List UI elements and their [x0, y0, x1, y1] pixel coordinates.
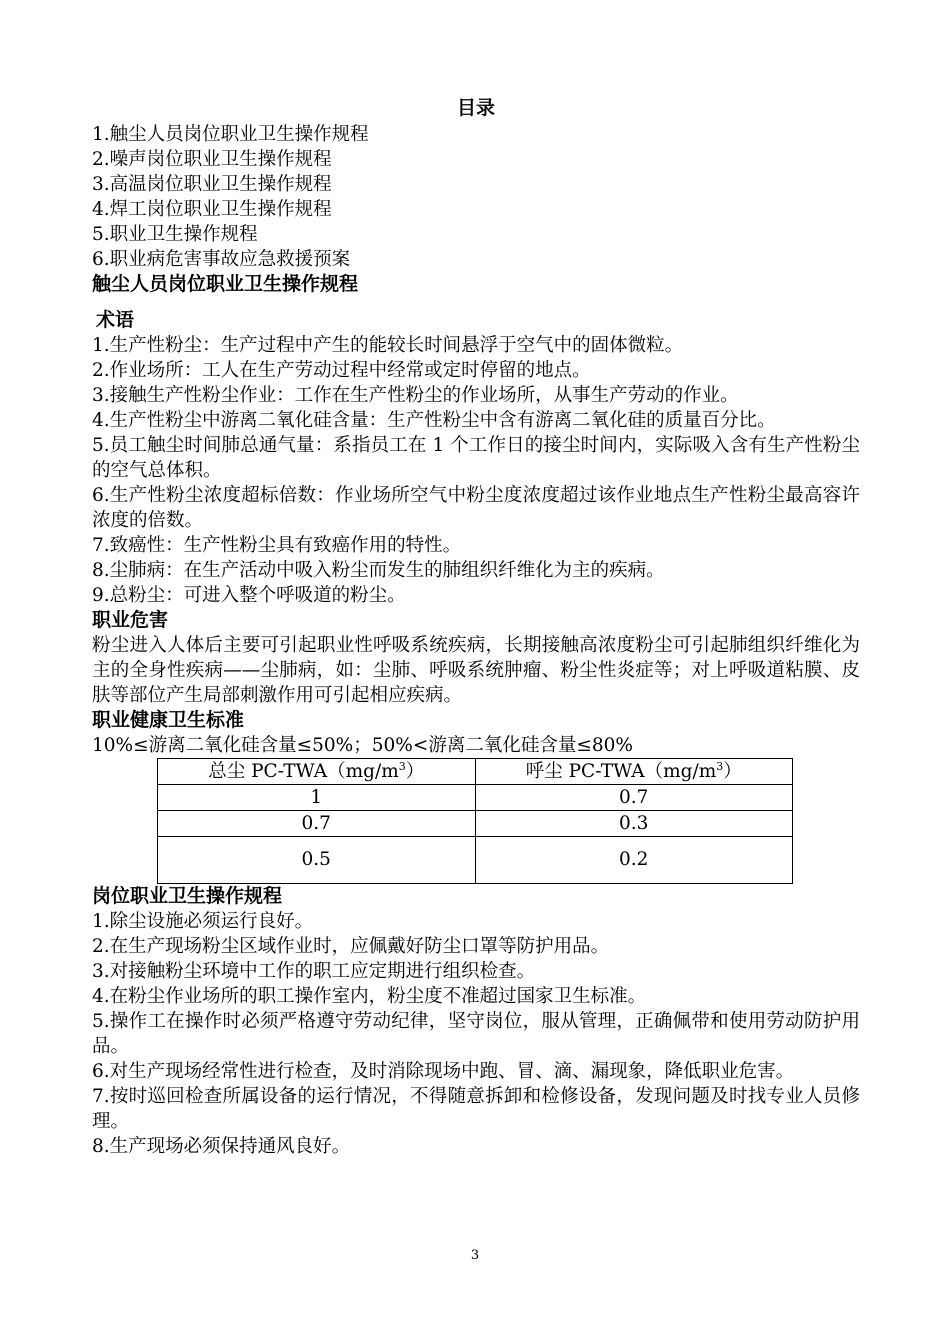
terms-list	[92, 333, 860, 608]
table-header-cell: 总尘 $PC-TWA(mg/m^3)$	[158, 759, 476, 785]
rule-item: 7.按时巡回检查所属设备的运行情况，不得随意拆卸和检修设备，发现问题及时找专业人员修理。	[92, 1086, 860, 1132]
term-item: 3.接触生产性粉尘作业：工作在生产性粉尘的作业场所，从事生产劳动的作业。	[92, 385, 739, 406]
table-cell: 0.7	[158, 811, 476, 837]
term-item: 9.总粉尘：可进入整个呼吸道的粉尘。	[92, 585, 406, 606]
toc-item: 6.职业病危害事故应急救援预案	[92, 249, 351, 270]
toc-item: 3.高温岗位职业卫生操作规程	[92, 174, 332, 195]
rule-item: 4.在粉尘作业场所的职工操作室内，粉尘度不准超过国家卫生标准。	[92, 986, 647, 1007]
rule-item: 3.对接触粉尘环境中工作的职工应定期进行组织检查。	[92, 961, 536, 982]
toc-item: 2.噪声岗位职业卫生操作规程	[92, 149, 332, 170]
table-row	[158, 811, 793, 837]
rule-item: 6.对生产现场经常性进行检查，及时消除现场中跑、冒、滴、漏现象，降低职业危害。	[92, 1061, 795, 1082]
hazard-heading: 职业危害	[92, 609, 169, 631]
rule-item: 1.除尘设施必须运行良好。	[92, 911, 314, 932]
rules-heading: 岗位职业卫生操作规程	[92, 885, 283, 907]
term-item: 8.尘肺病：在生产活动中吸入粉尘而发生的肺组织纤维化为主的疾病。	[92, 560, 665, 581]
toc-item: 1.触尘人员岗位职业卫生操作规程	[92, 124, 369, 145]
standard-heading: 职业健康卫生标准	[92, 709, 245, 731]
table-cell: 0.7	[475, 785, 793, 811]
term-item: 1.生产性粉尘：生产过程中产生的能较长时间悬浮于空气中的固体微粒。	[92, 335, 684, 356]
standard-note: 10%≤游离二氧化硅含量≤50%；50%<游离二氧化硅含量≤80%	[92, 735, 633, 756]
table-cell: 0.5	[158, 837, 476, 884]
table-header-cell: 呼尘 $PC-TWA(mg/m^3)$	[475, 759, 793, 785]
table-cell: 0.3	[475, 811, 793, 837]
term-item: 4.生产性粉尘中游离二氧化硅含量：生产性粉尘中含有游离二氧化硅的质量百分比。	[92, 410, 776, 431]
rule-item: 8.生产现场必须保持通风良好。	[92, 1136, 351, 1157]
table-row	[158, 837, 793, 884]
rule-item: 2.在生产现场粉尘区域作业时，应佩戴好防尘口罩等防护用品。	[92, 936, 610, 957]
rule-item: 5.操作工在操作时必须严格遵守劳动纪律，坚守岗位，服从管理，正确佩带和使用劳动防护用品。	[92, 1011, 860, 1057]
table-cell: 0.2	[475, 837, 793, 884]
toc-title: 目录	[456, 97, 495, 119]
table-row	[158, 785, 793, 811]
term-item: 5.员工触尘时间肺总通气量：系指员工在 1 个工作日的接尘时间内，实际吸入含有生产性粉尘的空气总体积。	[92, 435, 860, 481]
term-item: 7.致癌性：生产性粉尘具有致癌作用的特性。	[92, 535, 462, 556]
rules-list	[92, 909, 860, 1159]
terms-heading: 术语	[96, 309, 135, 331]
table-cell: 1	[158, 785, 476, 811]
document-page	[92, 95, 879, 1159]
term-item: 6.生产性粉尘浓度超标倍数：作业场所空气中粉尘度浓度超过该作业地点生产性粉尘最高容许浓度的倍数。	[92, 485, 860, 531]
exposure-limit-table	[157, 758, 793, 884]
hazard-text: 粉尘进入人体后主要可引起职业性呼吸系统疾病，长期接触高浓度粉尘可引起肺组织纤维化为主的全身性疾病——尘肺病，如：尘肺、呼吸系统肿瘤、粉尘性炎症等；对上呼吸道粘膜、皮 肤等部位产生局部刺激作用可引起相应疾病。	[92, 635, 879, 706]
toc-item: 5.职业卫生操作规程	[92, 224, 258, 245]
toc-item: 4.焊工岗位职业卫生操作规程	[92, 199, 332, 220]
page-number: 3	[470, 1248, 480, 1263]
section-title: 触尘人员岗位职业卫生操作规程	[92, 273, 359, 295]
toc-list	[92, 122, 860, 272]
table-header-row	[158, 759, 793, 785]
term-item: 2.作业场所：工人在生产劳动过程中经常或定时停留的地点。	[92, 360, 591, 381]
